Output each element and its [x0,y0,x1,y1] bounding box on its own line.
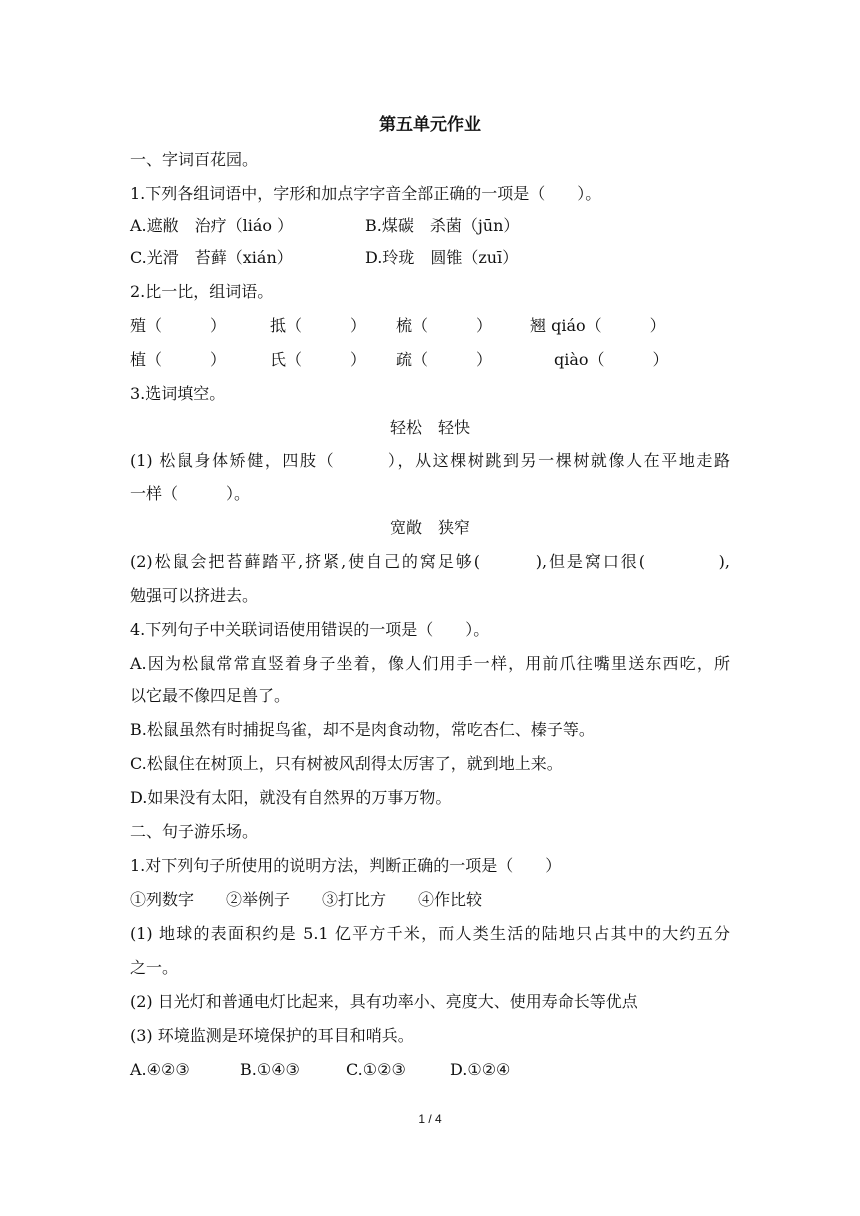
s2-q1-option: A.④②③ [130,1060,190,1079]
q2-cell: 翘 qiáo（ ） [530,316,666,335]
q2-cell: 抵（ ） [270,316,367,335]
q1-option-b: B.煤碳 杀菌（jūn） [365,216,520,235]
q4-option-a-line-1: A.因为松鼠常常直竖着身子坐着，像人们用手一样，用前爪往嘴里送东西吃，所 [130,654,730,673]
q3-item-2-line-1: (2)松鼠会把苔藓踏平,挤紧,使自己的窝足够( ),但是窝口很( ), [130,552,730,571]
s2-q1-sentence-2: (2) 日光灯和普通电灯比起来，具有功率小、亮度大、使用寿命长等优点 [130,992,638,1011]
q4-option-b: B.松鼠虽然有时捕捉鸟雀，却不是肉食动物，常吃杏仁、榛子等。 [130,720,595,739]
q2-cell: 梳（ ） [396,316,493,335]
q3-item-1-line-1: (1) 松鼠身体矫健，四肢（ ），从这棵树跳到另一棵树就像人在平地走路 [130,451,730,470]
q4-option-c: C.松鼠住在树顶上，只有树被风刮得太厉害了，就到地上来。 [130,754,563,773]
q3-word-choices-2: 宽敞 狭窄 [389,518,470,537]
q1-option-a: A.遮敝 治疗（liáo ） [130,216,294,235]
q4-option-d: D.如果没有太阳，就没有自然界的万事万物。 [130,788,452,807]
q2-cell: 植（ ） [130,350,227,369]
s2-q1-option: B.①④③ [240,1060,300,1079]
q2-cell: 殖（ ） [130,316,227,335]
s2-q1-sentence-1-line-1: (1) 地球的表面积约是 5.1 亿平方千米，而人类生活的陆地只占其中的大约五分 [130,924,730,943]
q2-cell: 氏（ ） [270,350,367,369]
page-number: 1 / 4 [418,1112,442,1126]
q3-word-choices-1: 轻松 轻快 [389,418,470,437]
q2-stem: 2.比一比，组词语。 [130,282,274,301]
section2-heading: 二、句子游乐场。 [130,822,259,841]
q3-item-2-line-2: 勉强可以挤进去。 [130,586,259,605]
s2-q1-sentence-3: (3) 环境监测是环境保护的耳目和哨兵。 [130,1026,414,1045]
s2-q1-option: C.①②③ [346,1060,406,1079]
s2-q1-methods: ①列数字 ②举例子 ③打比方 ④作比较 [130,890,483,909]
q4-stem: 4.下列句子中关联词语使用错误的一项是（ ）。 [130,620,490,639]
q1-option-c: C.光滑 苔藓（xián） [130,248,293,267]
s2-q1-stem: 1.对下列句子所使用的说明方法，判断正确的一项是（ ） [130,856,562,875]
q4-option-a-line-2: 以它最不像四足兽了。 [130,686,291,705]
page-title: 第五单元作业 [379,115,481,135]
q1-option-d: D.玲珑 圆锥（zuī） [365,248,519,267]
section1-heading: 一、字词百花园。 [130,150,259,169]
q2-cell: 疏（ ） [396,350,493,369]
q3-stem: 3.选词填空。 [130,384,226,403]
s2-q1-option: D.①②④ [450,1060,511,1079]
q2-cell: qiào（ ） [554,350,669,369]
s2-q1-sentence-1-line-2: 之一。 [130,958,179,977]
q1-stem: 1.下列各组词语中，字形和加点字字音全部正确的一项是（ ）。 [130,184,602,203]
q3-item-1-line-2: 一样（ ）。 [130,484,251,503]
